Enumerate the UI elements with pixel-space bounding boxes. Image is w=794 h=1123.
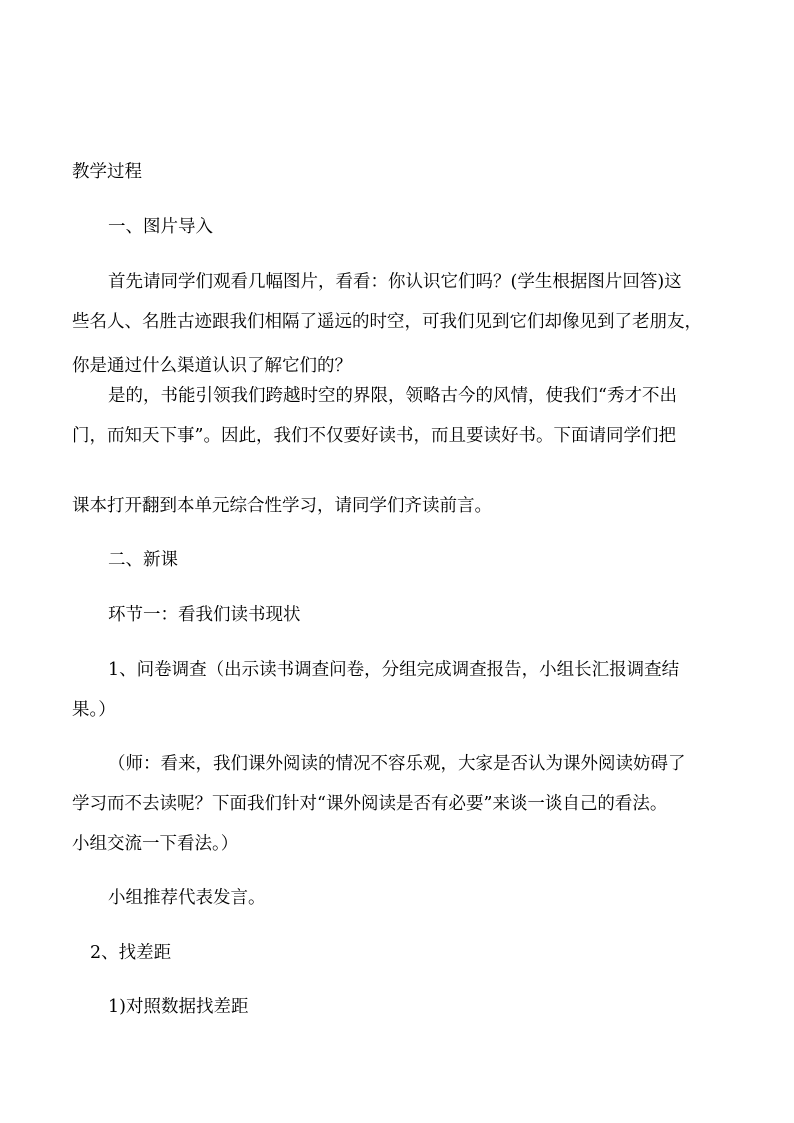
sub-item-title: 1)对照数据找差距 xyxy=(108,997,249,1017)
paragraph-line: 首先请同学们观看几幅图片，看看：你认识它们吗？(学生根据图片回答)这 xyxy=(108,272,682,292)
paragraph-line: 是的，书能引领我们跨越时空的界限，领略古今的风情，使我们“秀才不出 xyxy=(108,386,677,406)
paragraph-line: 门，而知天下事”。因此，我们不仅要好读书，而且要读好书。下面请同学们把 xyxy=(72,426,676,446)
paragraph-line: 课本打开翻到本单元综合性学习，请同学们齐读前言。 xyxy=(72,496,492,516)
section-title-new-lesson: 二、新课 xyxy=(108,550,178,570)
document-heading: 教学过程 xyxy=(72,162,142,182)
paragraph-line: （师：看来，我们课外阅读的情况不容乐观，大家是否认为课外阅读妨碍了 xyxy=(108,754,686,774)
step-title: 环节一：看我们读书现状 xyxy=(108,605,301,625)
paragraph-line: 些名人、名胜古迹跟我们相隔了遥远的时空，可我们见到它们却像见到了老朋友， xyxy=(72,312,702,332)
section-title-intro: 一、图片导入 xyxy=(108,217,213,237)
paragraph-line: 你是通过什么渠道认识了解它们的？ xyxy=(72,356,352,376)
paragraph-line: 1、问卷调查（出示读书调查问卷，分组完成调查报告，小组长汇报调查结 xyxy=(108,660,680,680)
paragraph-line: 学习而不去读呢？下面我们针对“课外阅读是否有必要”来谈一谈自己的看法。 xyxy=(72,794,668,814)
paragraph-line: 小组推荐代表发言。 xyxy=(108,888,266,908)
item-title: 2、找差距 xyxy=(90,943,172,963)
paragraph-line: 小组交流一下看法。） xyxy=(72,834,239,854)
paragraph-line: 果。） xyxy=(72,700,116,720)
